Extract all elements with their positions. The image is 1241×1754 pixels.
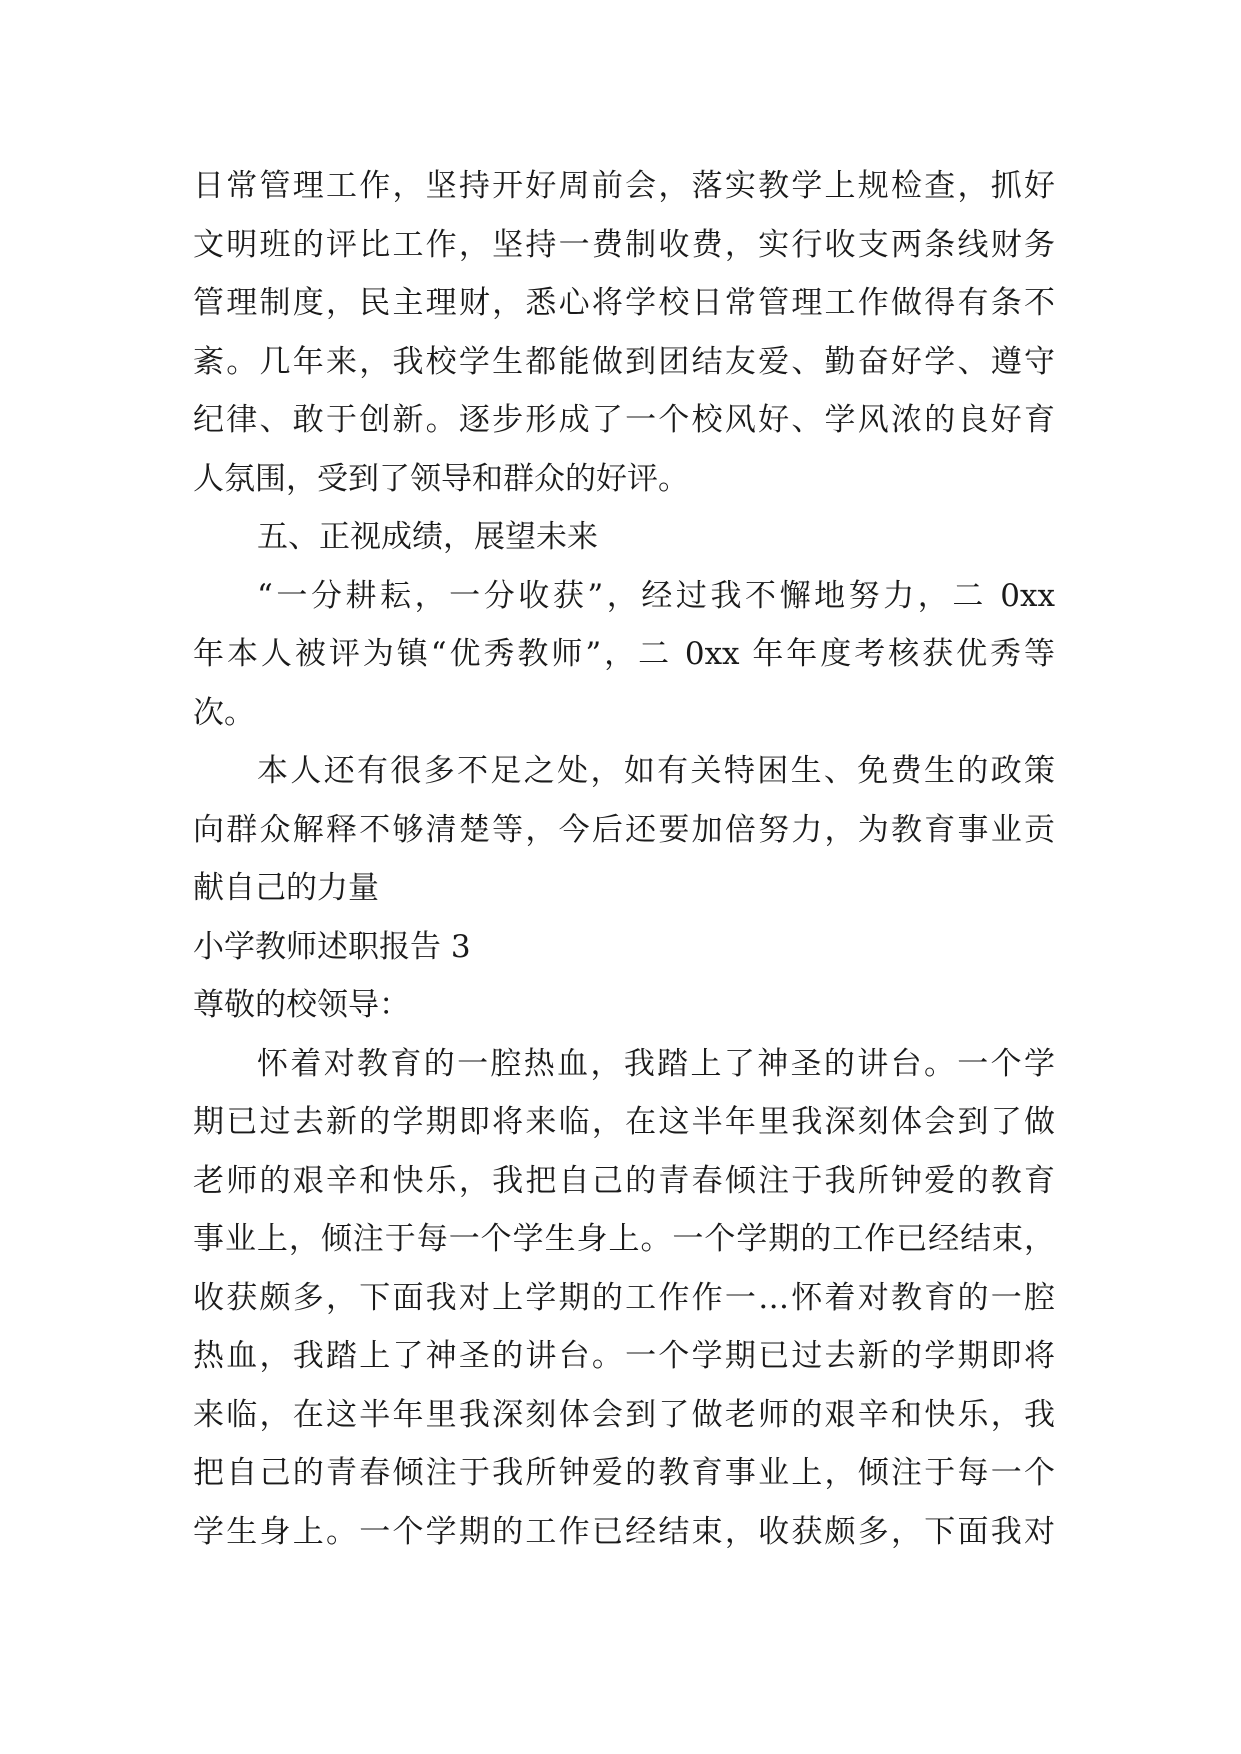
text-line: 紊。几年来，我校学生都能做到团结友爱、勤奋好学、遵守 [193, 344, 1055, 380]
text-line: 日常管理工作，坚持开好周前会，落实教学上规检查，抓好 [193, 168, 1055, 204]
text-line: 纪律、敢于创新。逐步形成了一个校风好、学风浓的良好育 [193, 402, 1055, 438]
text-line: 文明班的评比工作，坚持一费制收费，实行收支两条线财务 [193, 227, 1055, 263]
text-line: 管理制度，民主理财，悉心将学校日常管理工作做得有条不 [193, 285, 1055, 321]
text-line: 人氛围，受到了领导和群众的好评。 [193, 461, 689, 497]
text-line: 收获颇多，下面我对上学期的工作作一…怀着对教育的一腔 [193, 1280, 1055, 1316]
text-line: 来临，在这半年里我深刻体会到了做老师的艰辛和快乐，我 [193, 1397, 1055, 1433]
text-line: 次。 [193, 695, 255, 731]
text-line: 热血，我踏上了神圣的讲台。一个学期已过去新的学期即将 [193, 1338, 1055, 1374]
report-title: 小学教师述职报告 3 [193, 929, 471, 965]
text-line: 老师的艰辛和快乐，我把自己的青春倾注于我所钟爱的教育 [193, 1163, 1055, 1199]
section-heading: 五、正视成绩，展望未来 [257, 519, 598, 555]
salutation: 尊敬的校领导： [193, 987, 410, 1023]
text-line: “一分耕耘，一分收获”，经过我不懈地努力，二 0xx [257, 578, 1055, 614]
text-line: 献自己的力量 [193, 870, 379, 906]
text-line: 年本人被评为镇“优秀教师”，二 0xx 年年度考核获优秀等 [193, 636, 1055, 672]
text-line: 学生身上。一个学期的工作已经结束，收获颇多，下面我对 [193, 1514, 1055, 1550]
text-line: 把自己的青春倾注于我所钟爱的教育事业上，倾注于每一个 [193, 1455, 1055, 1491]
text-line: 事业上，倾注于每一个学生身上。一个学期的工作已经结束， [193, 1221, 1055, 1257]
text-line: 本人还有很多不足之处，如有关特困生、免费生的政策 [257, 753, 1055, 789]
text-line: 向群众解释不够清楚等，今后还要加倍努力，为教育事业贡 [193, 812, 1055, 848]
text-line: 期已过去新的学期即将来临，在这半年里我深刻体会到了做 [193, 1104, 1055, 1140]
text-line: 怀着对教育的一腔热血，我踏上了神圣的讲台。一个学 [257, 1046, 1055, 1082]
